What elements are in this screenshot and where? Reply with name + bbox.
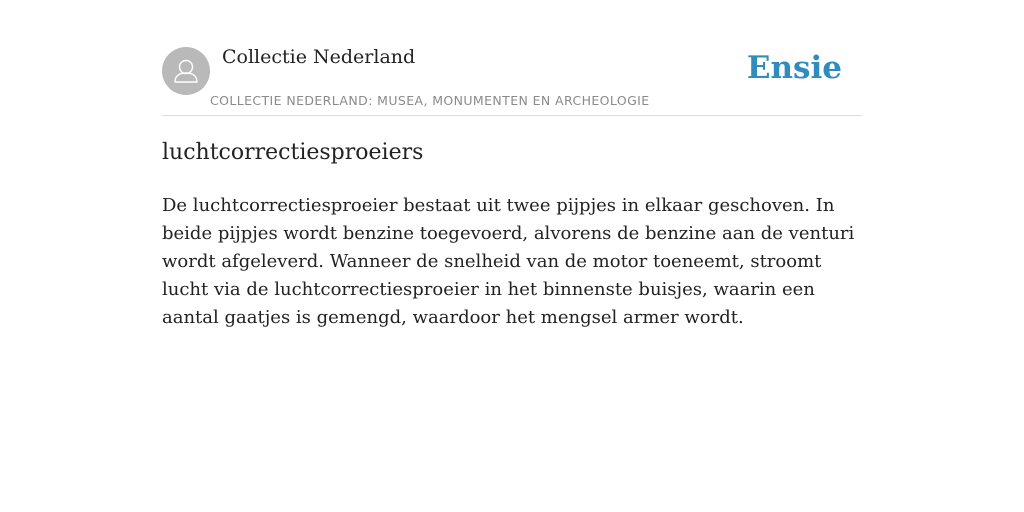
avatar[interactable] (162, 47, 210, 95)
article-title: luchtcorrectiesproeiers (162, 140, 424, 165)
brand-logo[interactable]: Ensie (746, 50, 842, 86)
article-body: De luchtcorrectiesproeier bestaat uit twee pijpjes in elkaar geschoven. In beide pijpjes wordt benzine toegevoerd, alvorens de benzine aan de venturi wordt afgeleverd. Wanneer de snelheid van de motor toeneemt, stroomt lucht via de luchtcorrectiesproeier in het binnenste buisjes, waarin een aantal gaatjes is gemengd, waardoor het mengsel armer wordt. (162, 195, 855, 328)
category-link[interactable]: COLLECTIE NEDERLAND: MUSEA, MONUMENTEN EN ARCHEOLOGIE (210, 93, 650, 108)
user-icon (162, 47, 210, 95)
article-header (162, 0, 862, 116)
author-name[interactable]: Collectie Nederland (222, 46, 416, 68)
page-container (162, 0, 862, 328)
